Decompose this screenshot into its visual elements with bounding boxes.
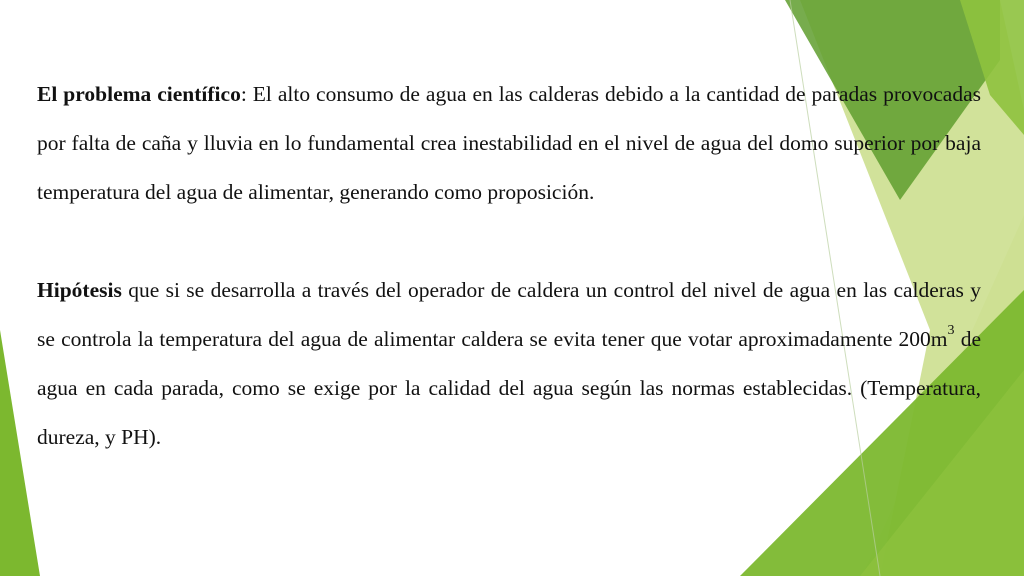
hypothesis-lead: Hipótesis: [37, 278, 122, 302]
unit-exponent: 3: [947, 323, 955, 339]
problem-colon: :: [240, 82, 247, 106]
hypothesis-body-start: que si se desarrolla a través del operador de caldera un control del nivel de agua en las calderas y se controla la temperatura del agua de alimentar caldera se evita tener que votar aproximadamente 200m: [37, 278, 981, 351]
slide-content: [37, 70, 981, 462]
hypothesis-paragraph: [37, 266, 981, 462]
problem-paragraph: [37, 70, 981, 217]
problem-body: El alto consumo de agua en las calderas debido a la cantidad de paradas provocadas por falta de caña y lluvia en lo fundamental crea inestabilidad en el nivel de agua del domo superior por baja temperatura del agua de alimentar, generando como proposición.: [37, 82, 981, 204]
decor-left-triangle: [0, 330, 40, 576]
hypothesis-body-end: de agua en cada parada, como se exige por la calidad del agua según las normas establecidas. (Temperatura, dureza, y PH).: [37, 327, 981, 449]
problem-lead: El problema científico: [37, 82, 241, 106]
